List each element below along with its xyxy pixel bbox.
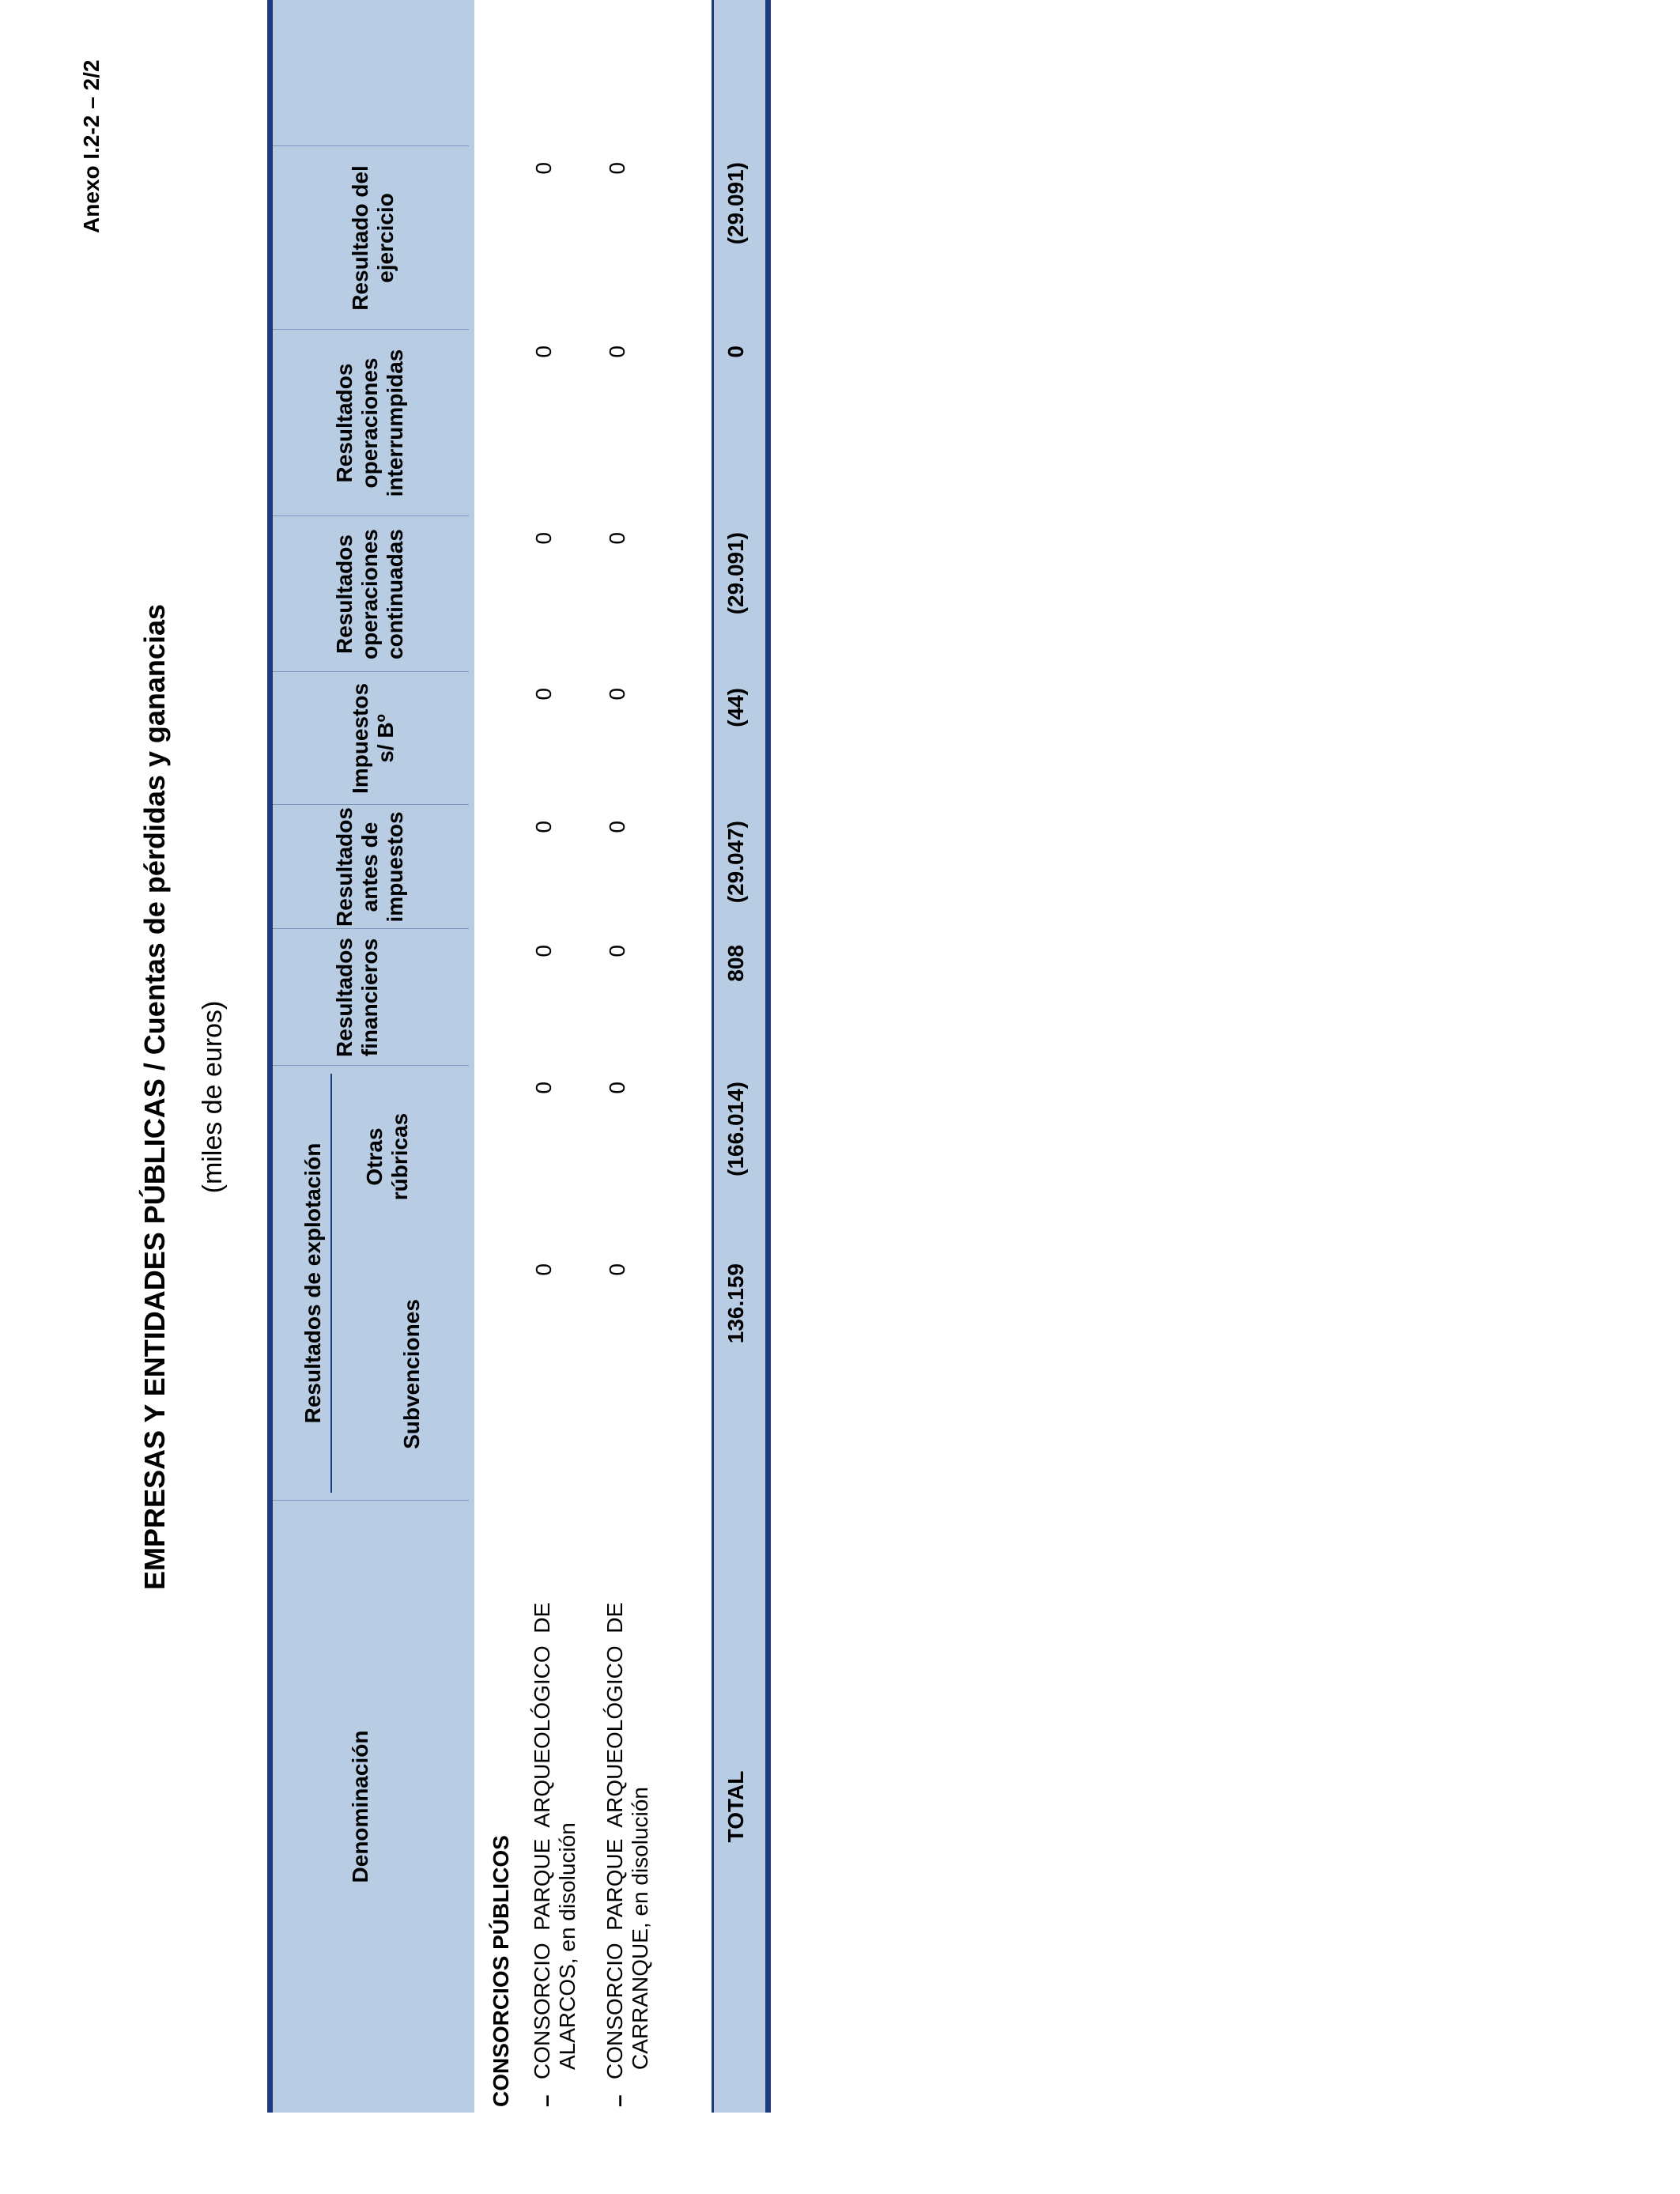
section-consorcios: CONSORCIOS PÚBLICOS <box>489 1835 513 2107</box>
total-continuadas: (29.091) <box>723 532 748 615</box>
header-otras-line1: Otras <box>362 1127 387 1186</box>
total-subvenciones: 136.159 <box>723 1263 748 1344</box>
row1-ejercicio: 0 <box>531 162 556 175</box>
total-interrumpidas: 0 <box>723 346 748 358</box>
row-name-line2: CARRANQUE, en disolución <box>628 1787 652 2070</box>
header-impuestos <box>348 672 398 805</box>
row1-impuestos: 0 <box>531 688 556 700</box>
row2-ejercicio: 0 <box>605 162 629 175</box>
total-label: TOTAL <box>723 1770 748 1843</box>
table-row-label <box>530 1522 580 2079</box>
header-resultado-ejercicio <box>348 146 398 330</box>
header-fin-line1: Resultados <box>332 938 357 1057</box>
row-dash: – <box>606 2094 631 2107</box>
header-cont-line2: operaciones <box>357 529 382 659</box>
annex-label: Anexo I.2-2 – 2/2 <box>79 59 104 233</box>
row-name-line1: CONSORCIO PARQUE ARQUEOLÓGICO DE <box>530 1602 554 2079</box>
header-antes-impuestos <box>332 805 408 929</box>
total-impuestos: (44) <box>723 688 748 727</box>
row-name-line2: ALARCOS, en disolución <box>555 1822 580 2070</box>
total-ejercicio: (29.091) <box>723 162 748 245</box>
row2-continuadas: 0 <box>605 532 629 545</box>
header-antes-line2: antes de <box>357 821 382 912</box>
row1-subvenciones: 0 <box>531 1263 556 1276</box>
row1-financieros: 0 <box>531 945 556 957</box>
row1-interrumpidas: 0 <box>531 346 556 358</box>
total-financieros: 808 <box>723 945 748 982</box>
header-imp-line1: Impuestos <box>348 682 372 795</box>
total-antes: (29.047) <box>723 821 748 904</box>
header-otras-rubricas <box>362 1066 413 1248</box>
header-ej-line2: ejercicio <box>373 193 398 283</box>
header-ej-line1: Resultado del <box>348 165 372 311</box>
row2-otras: 0 <box>605 1082 629 1094</box>
header-cont-line1: Resultados <box>332 534 357 654</box>
header-continuadas <box>332 516 408 672</box>
group-header-explotacion: Resultados de explotación <box>300 1142 325 1424</box>
header-financieros <box>332 929 383 1066</box>
header-antes-line1: Resultados <box>332 807 357 927</box>
header-fin-line2: financieros <box>357 938 382 1057</box>
header-interrumpidas <box>332 330 408 516</box>
table-row-label <box>602 1522 653 2079</box>
header-antes-line3: impuestos <box>383 811 407 923</box>
row2-subvenciones: 0 <box>605 1263 629 1276</box>
group-header-underline <box>330 1074 332 1493</box>
row1-antes: 0 <box>531 821 556 833</box>
row1-continuadas: 0 <box>531 532 556 545</box>
row2-antes: 0 <box>605 821 629 833</box>
row2-interrumpidas: 0 <box>605 346 629 358</box>
header-cont-line3: continuadas <box>383 529 407 659</box>
row2-impuestos: 0 <box>605 688 629 700</box>
row2-financieros: 0 <box>605 945 629 957</box>
page-subtitle: (miles de euros) <box>198 1000 228 1194</box>
header-int-line2: operaciones <box>357 357 382 489</box>
header-int-line1: Resultados <box>332 363 357 483</box>
total-otras: (166.014) <box>723 1082 748 1176</box>
row-dash: – <box>534 2094 558 2107</box>
header-subvenciones: Subvenciones <box>399 1299 424 1449</box>
header-denominacion: Denominación <box>348 1730 372 1883</box>
row1-otras: 0 <box>531 1082 556 1094</box>
header-int-line3: interrumpidas <box>383 349 407 497</box>
row-name-line1: CONSORCIO PARQUE ARQUEOLÓGICO DE <box>602 1602 627 2079</box>
page-title: EMPRESAS Y ENTIDADES PÚBLICAS / Cuentas de pérdidas y ganancias <box>138 604 171 1590</box>
header-imp-line2: s/ Bº <box>373 714 398 763</box>
header-otras-line2: rúbricas <box>387 1112 412 1201</box>
